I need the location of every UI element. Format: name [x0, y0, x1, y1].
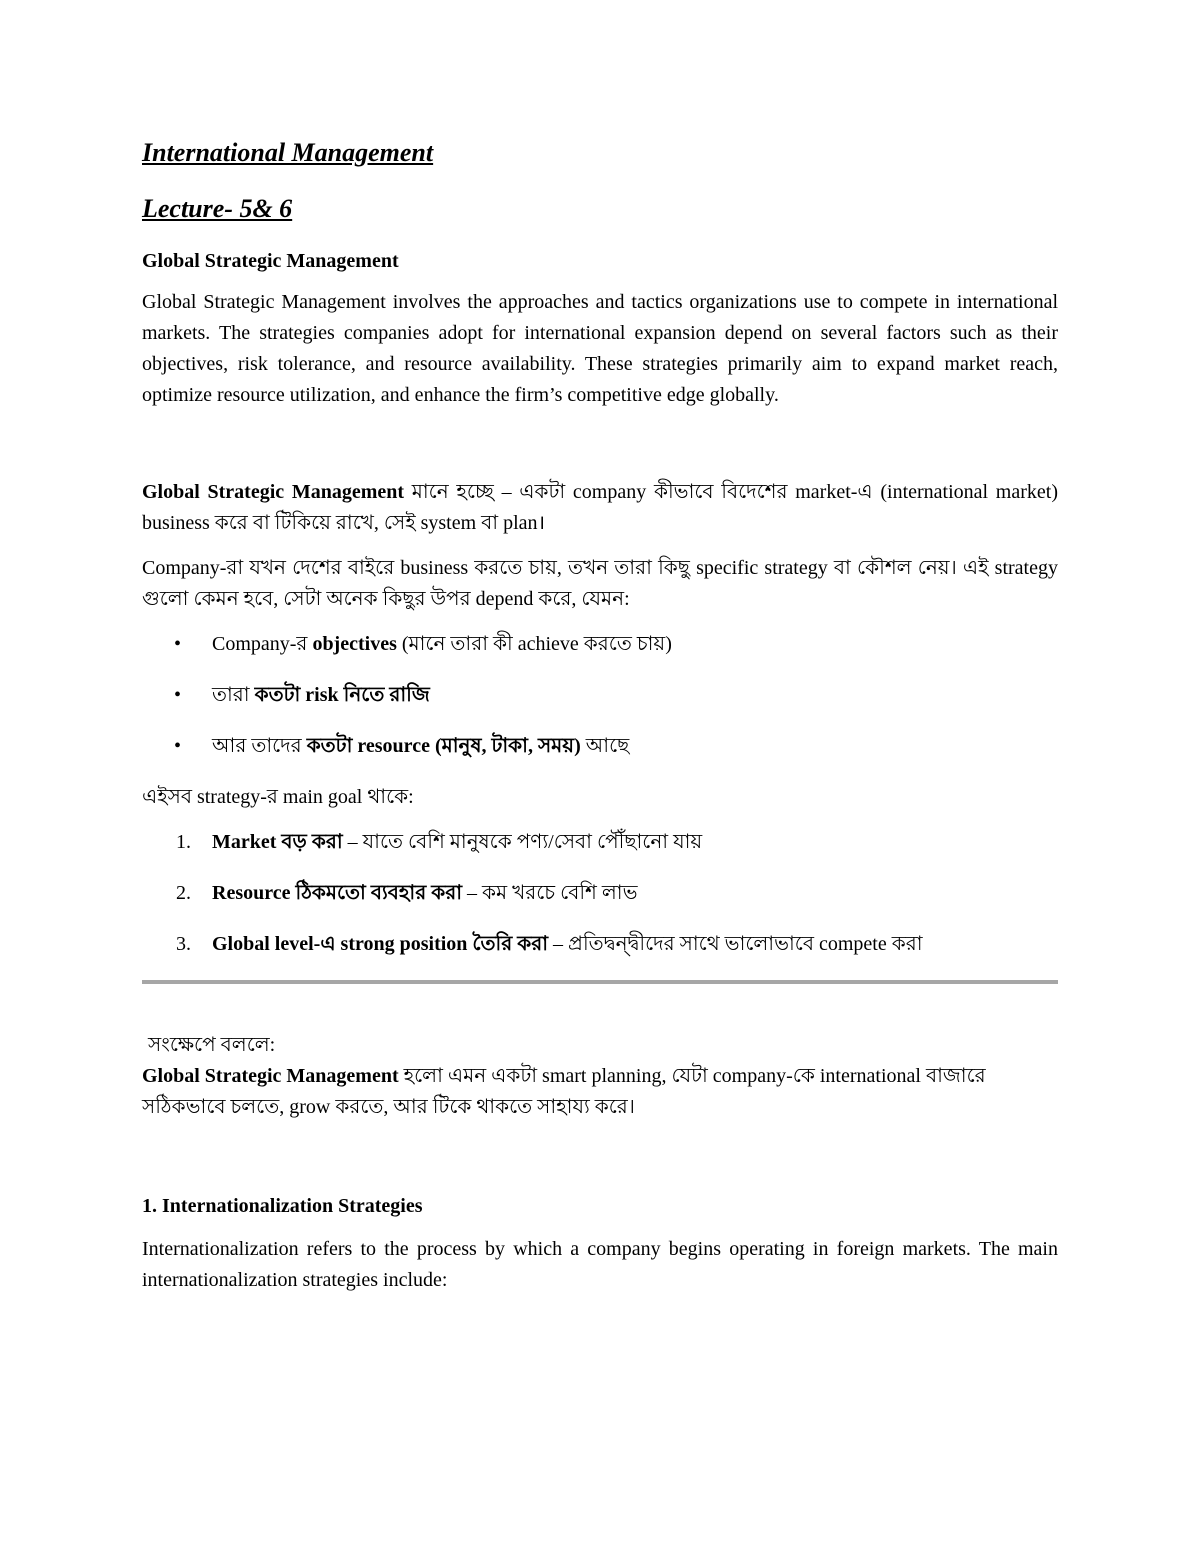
- lecture-title: Lecture- 5& 6: [142, 194, 293, 223]
- bangla-paragraph-3: এইসব strategy-র main goal থাকে:: [142, 786, 414, 808]
- list-item: 1. Market বড় করা – যাতে বেশি মানুষকে পণ্য/সেবা পৌঁছানো যায়: [176, 831, 703, 853]
- bangla-paragraph-2: Company-রা যখন দেশের বাইরে business করতে চায়, তখন তারা কিছু specific strategy বা কৌশল নেয়। এই strategy গুলো কেমন হবে, সেটা অনেক কিছুর উপর depend করে, যেমন:: [142, 557, 1058, 610]
- bangla-paragraph-1-text: মানে হচ্ছে – একটা company কীভাবে বিদেশের market-এ (international market) business করে বা টিকিয়ে রাখে, সেই system বা plan।: [142, 481, 1058, 534]
- intro-paragraph: Global Strategic Management involves the approaches and tactics organizations use to compete in international markets. The strategies companies adopt for international expansion depend on several factors such as their objectives, risk tolerance, and resource availability. These strategies primarily aim to expand market reach, optimize resource utilization, and enhance the firm’s competitive edge globally.: [142, 291, 1058, 406]
- bullet-icon: •: [174, 735, 182, 757]
- bangla-paragraph-1-bold: Global Strategic Management: [142, 481, 405, 503]
- bangla-paragraph-1: [142, 477, 1058, 539]
- internationalization-paragraph: Internationalization refers to the process by which a company begins operating in foreign markets. The main internationalization strategies include:: [142, 1238, 1058, 1291]
- bullet-icon: •: [174, 684, 182, 706]
- list-item: • আর তাদের কতটা resource (মানুষ, টাকা, সময়) আছে: [142, 731, 1058, 762]
- summary-text: হলো এমন একটা smart planning, যেটা company-কে international বাজারে সঠিকভাবে চলতে, grow করতে, আর টিকে থাকতে সাহায্য করে।: [142, 1065, 986, 1118]
- factor-bullet-list: [142, 629, 1058, 762]
- summary-bold: Global Strategic Management: [142, 1065, 399, 1087]
- list-item: • তারা কতটা risk নিতে রাজি: [142, 680, 1058, 711]
- summary-paragraph: [142, 1061, 1058, 1123]
- list-item: 3. Global level-এ strong position তৈরি করা – প্রতিদ্বন্দ্বীদের সাথে ভালোভাবে compete করা: [176, 933, 923, 955]
- section-heading-global-strategic-management: Global Strategic Management: [142, 250, 399, 272]
- goal-numbered-list: [142, 827, 1058, 960]
- horizontal-divider: [142, 980, 1058, 984]
- document-title: International Management: [142, 138, 434, 167]
- section-heading-internationalization-strategies: 1. Internationalization Strategies: [142, 1195, 423, 1217]
- list-item: • Company-র objectives (মানে তারা কী achieve করতে চায়): [142, 629, 1058, 660]
- document-content: [142, 138, 1058, 1296]
- list-item: 2. Resource ঠিকমতো ব্যবহার করা – কম খরচে বেশি লাভ: [176, 882, 638, 904]
- summary-label: সংক্ষেপে বললে:: [148, 1034, 276, 1056]
- bullet-icon: •: [174, 633, 182, 655]
